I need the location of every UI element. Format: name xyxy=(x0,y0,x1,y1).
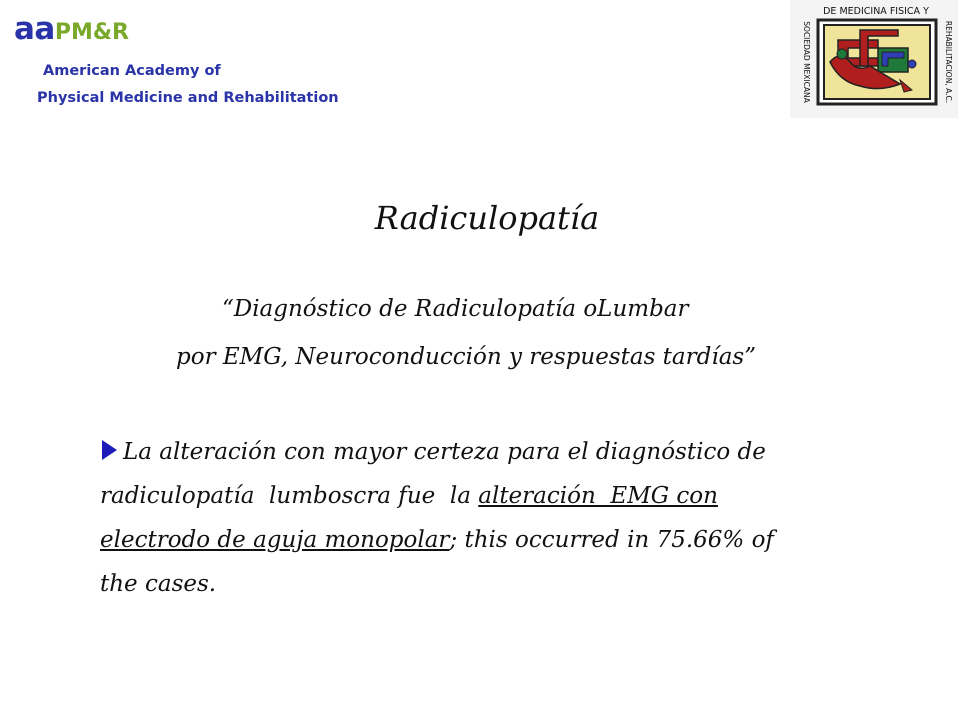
society-seal-logo xyxy=(790,0,958,118)
bullet-point xyxy=(100,430,860,606)
seal-text-top: DE MEDICINA FISICA Y xyxy=(823,6,929,17)
logo-aa: aa xyxy=(14,11,55,47)
bullet-text-2b-underlined: alteración EMG con xyxy=(478,483,718,509)
subtitle-line-1: “Diagnóstico de Radiculopatía oLumbar xyxy=(222,296,689,322)
bullet-line-3 xyxy=(100,518,860,562)
slide-title: Radiculopatía xyxy=(374,199,600,237)
bullet-text-3a-underlined: electrodo de aguja monopolar xyxy=(100,527,450,553)
subtitle-line-2: por EMG, Neuroconducción y respuestas tardías” xyxy=(176,344,756,370)
logo-pmr: PM&R xyxy=(54,20,129,45)
aapmr-logo xyxy=(14,11,129,47)
bullet-line-1 xyxy=(100,430,860,474)
bullet-line-4 xyxy=(100,562,860,606)
bullet-line-2 xyxy=(100,474,860,518)
org-name-line2: Physical Medicine and Rehabilitation xyxy=(37,90,339,106)
arrow-bullet-icon xyxy=(102,440,117,460)
bullet-text-4: the cases. xyxy=(100,571,217,597)
bullet-text-1: La alteración con mayor certeza para el diagnóstico de xyxy=(123,439,766,465)
seal-text-right: REHABILITACION, A.C. xyxy=(944,20,953,104)
seal-text-left: SOCIEDAD MEXICANA xyxy=(802,21,811,103)
org-name-line1: American Academy of xyxy=(43,63,221,79)
bullet-text-2a: radiculopatía lumboscra fue la xyxy=(100,483,479,509)
bullet-text-3b: ; this occurred in 75.66% of xyxy=(449,527,774,553)
